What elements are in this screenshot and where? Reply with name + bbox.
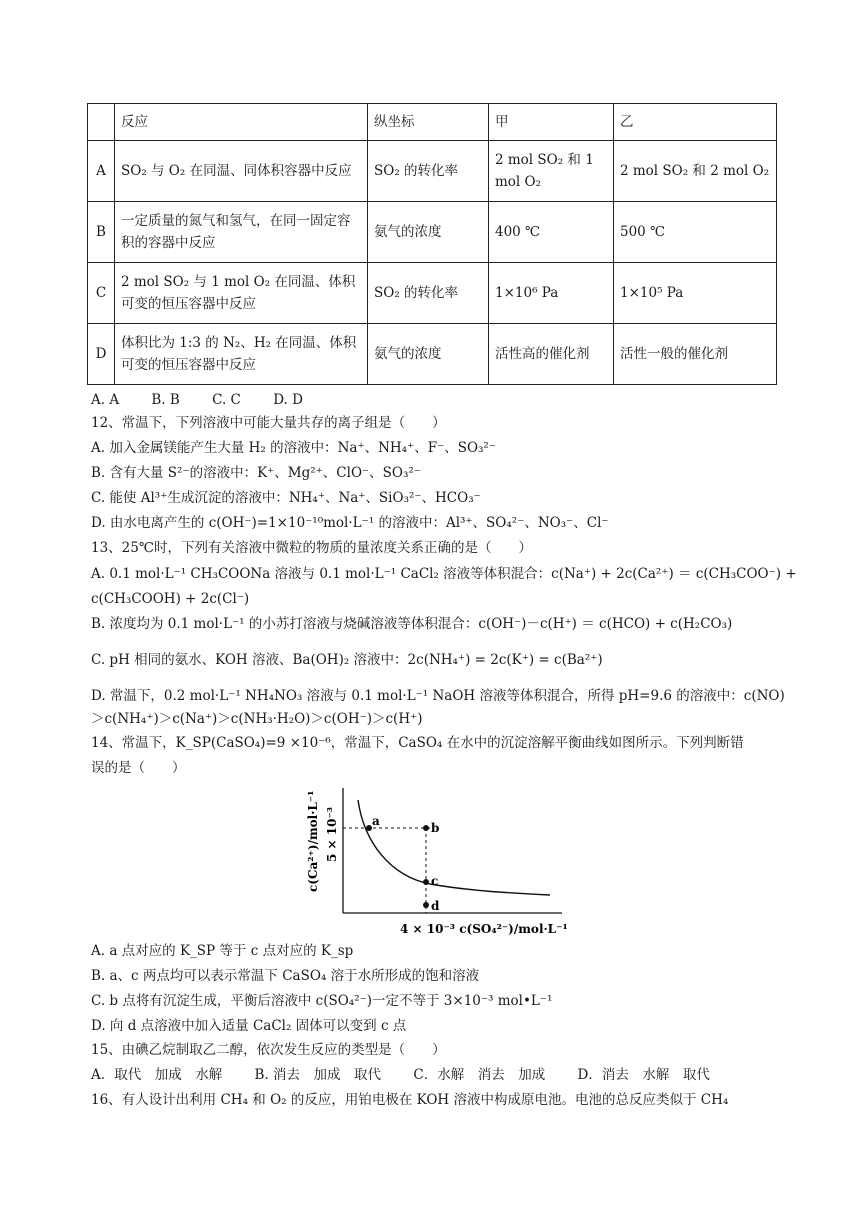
option-d: D. D bbox=[273, 392, 303, 408]
row-key: D bbox=[88, 324, 115, 385]
q14-stem-line2: 误的是（ ） bbox=[91, 760, 186, 776]
table-row bbox=[88, 141, 777, 202]
q14-stem-line1: 14、常温下，K_SP(CaSO₄)=9 ×10⁻⁶，常温下，CaSO₄ 在水中的沉淀溶解平衡曲线如图所示。下列判断错 bbox=[91, 735, 744, 751]
point-d-label: d bbox=[431, 899, 440, 913]
point-a-label: a bbox=[372, 814, 380, 828]
y-axis-label: c(Ca²⁺)/mol·L⁻¹ bbox=[306, 790, 320, 892]
row-ycoord: 氨气的浓度 bbox=[368, 202, 489, 263]
row-ycoord: 氨气的浓度 bbox=[368, 324, 489, 385]
q15-option-b: B. 消去 加成 取代 bbox=[254, 1067, 382, 1083]
row-key: B bbox=[88, 202, 115, 263]
row-jia: 2 mol SO₂ 和 1 mol O₂ bbox=[489, 141, 614, 202]
row-reaction: 体积比为 1:3 的 N₂、H₂ 在同温、体积可变的恒压容器中反应 bbox=[115, 324, 368, 385]
row-jia: 活性高的催化剂 bbox=[489, 324, 614, 385]
table-header-cell: 乙 bbox=[614, 104, 777, 141]
row-ycoord: SO₂ 的转化率 bbox=[368, 263, 489, 324]
y-tick-label: 5 × 10⁻³ bbox=[325, 806, 339, 862]
solubility-curve-svg bbox=[300, 780, 580, 940]
table-header-cell: 反应 bbox=[115, 104, 368, 141]
q15-option-d: D．消去 水解 取代 bbox=[577, 1067, 710, 1083]
q13-option-b: B. 浓度均为 0.1 mol·L⁻¹ 的小苏打溶液与烧碱溶液等体积混合：c(OH⁻)－c(H⁺) ＝ c(HCO) + c(H₂CO₃) bbox=[91, 616, 733, 632]
q12-option-c: C. 能使 Al³⁺生成沉淀的溶液中：NH₄⁺、Na⁺、SiO₃²⁻、HCO₃⁻ bbox=[91, 490, 481, 506]
option-c: C. C bbox=[212, 392, 241, 408]
q12-option-a: A. 加入金属镁能产生大量 H₂ 的溶液中：Na⁺、NH₄⁺、F⁻、SO₃²⁻ bbox=[91, 440, 496, 456]
point-c-label: c bbox=[431, 874, 439, 888]
q14-option-c: C. b 点将有沉淀生成，平衡后溶液中 c(SO₄²⁻)一定不等于 3×10⁻³ mol•L⁻¹ bbox=[91, 993, 553, 1009]
q13-stem: 13、25℃时，下列有关溶液中微粒的物质的量浓度关系正确的是（ ） bbox=[91, 540, 532, 556]
q15-stem: 15、由碘乙烷制取乙二醇，依次发生反应的类型是（ ） bbox=[91, 1042, 446, 1058]
row-jia: 400 ℃ bbox=[489, 202, 614, 263]
x-axis-label: 4 × 10⁻³ c(SO₄²⁻)/mol·L⁻¹ bbox=[400, 922, 568, 936]
option-b: B. B bbox=[151, 392, 180, 408]
point-d bbox=[423, 902, 429, 908]
table-row bbox=[88, 202, 777, 263]
solubility-curve-figure bbox=[300, 780, 580, 940]
q15-option-c: C．水解 消去 加成 bbox=[413, 1067, 546, 1083]
row-key: A bbox=[88, 141, 115, 202]
table-header-cell bbox=[88, 104, 115, 141]
point-b bbox=[423, 825, 429, 831]
q15-option-a: A．取代 加成 水解 bbox=[91, 1067, 223, 1083]
q12-stem: 12、常温下，下列溶液中可能大量共存的离子组是（ ） bbox=[91, 415, 446, 431]
table-header-row bbox=[88, 104, 777, 141]
q14-option-a: A. a 点对应的 K_SP 等于 c 点对应的 K_sp bbox=[91, 943, 354, 959]
q13-option-a-line1: A. 0.1 mol·L⁻¹ CH₃COONa 溶液与 0.1 mol·L⁻¹ CaCl₂ 溶液等体积混合：c(Na⁺) + 2c(Ca²⁺) ＝ c(CH₃COO⁻) + bbox=[91, 566, 797, 582]
q13-option-a-line2: c(CH₃COOH) + 2c(Cl⁻) bbox=[91, 591, 250, 607]
q15-options bbox=[91, 1065, 738, 1085]
point-c bbox=[423, 879, 429, 885]
row-yi: 500 ℃ bbox=[614, 202, 777, 263]
reaction-table bbox=[87, 103, 777, 385]
row-key: C bbox=[88, 263, 115, 324]
row-reaction: SO₂ 与 O₂ 在同温、同体积容器中反应 bbox=[115, 141, 368, 202]
q13-option-d-line2: ＞c(NH₄⁺)＞c(Na⁺)＞c(NH₃·H₂O)＞c(OH⁻)＞c(H⁺) bbox=[91, 711, 423, 727]
q13-option-d-line1: D. 常温下，0.2 mol·L⁻¹ NH₄NO₃ 溶液与 0.1 mol·L⁻¹ NaOH 溶液等体积混合，所得 pH=9.6 的溶液中：c(NO) bbox=[91, 688, 785, 704]
option-a: A. A bbox=[91, 392, 120, 408]
table-header-cell: 纵坐标 bbox=[368, 104, 489, 141]
q12-option-b: B. 含有大量 S²⁻的溶液中：K⁺、Mg²⁺、ClO⁻、SO₃²⁻ bbox=[91, 465, 421, 481]
point-b-label: b bbox=[431, 821, 440, 835]
row-jia: 1×10⁶ Pa bbox=[489, 263, 614, 324]
row-yi: 2 mol SO₂ 和 2 mol O₂ bbox=[614, 141, 777, 202]
q14-option-d: D. 向 d 点溶液中加入适量 CaCl₂ 固体可以变到 c 点 bbox=[91, 1018, 407, 1034]
q16-stem: 16、有人设计出利用 CH₄ 和 O₂ 的反应，用铂电极在 KOH 溶液中构成原电池。电池的总反应类似于 CH₄ bbox=[91, 1092, 729, 1108]
row-ycoord: SO₂ 的转化率 bbox=[368, 141, 489, 202]
row-reaction: 一定质量的氮气和氢气，在同一固定容积的容器中反应 bbox=[115, 202, 368, 263]
q11-options bbox=[91, 390, 331, 410]
equilibrium-curve bbox=[358, 800, 550, 895]
row-yi: 活性一般的催化剂 bbox=[614, 324, 777, 385]
table-row bbox=[88, 263, 777, 324]
row-yi: 1×10⁵ Pa bbox=[614, 263, 777, 324]
row-reaction: 2 mol SO₂ 与 1 mol O₂ 在同温、体积可变的恒压容器中反应 bbox=[115, 263, 368, 324]
table-header-cell: 甲 bbox=[489, 104, 614, 141]
table-row bbox=[88, 324, 777, 385]
q13-option-c: C. pH 相同的氨水、KOH 溶液、Ba(OH)₂ 溶液中：2c(NH₄⁺) = 2c(K⁺) = c(Ba²⁺) bbox=[91, 652, 603, 668]
q14-option-b: B. a、c 两点均可以表示常温下 CaSO₄ 溶于水所形成的饱和溶液 bbox=[91, 968, 480, 984]
q12-option-d: D. 由水电离产生的 c(OH⁻)=1×10⁻¹⁰mol·L⁻¹ 的溶液中：Al³⁺、SO₄²⁻、NO₃⁻、Cl⁻ bbox=[91, 515, 609, 531]
